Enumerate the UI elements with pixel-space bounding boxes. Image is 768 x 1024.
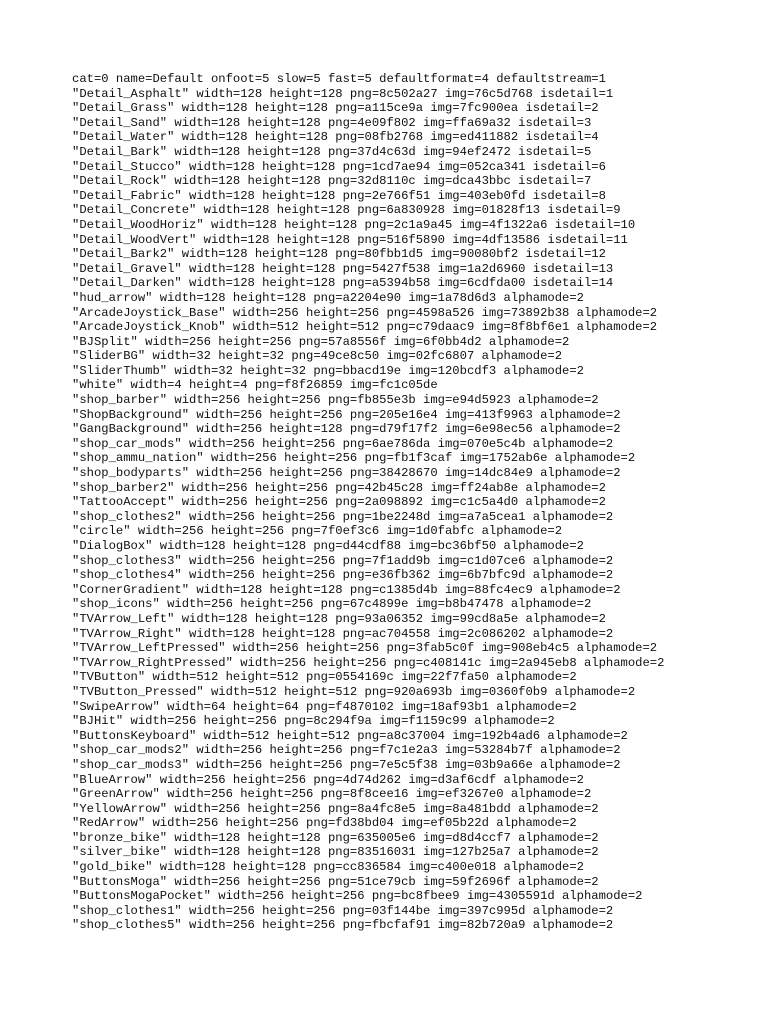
text-line: "Detail_Rock" width=128 height=128 png=32d8110c img=dca43bbc isdetail=7 [72, 174, 592, 189]
text-line: "ButtonsMogaPocket" width=256 height=256 png=bc8fbee9 img=4305591d alphamode=2 [72, 889, 643, 904]
text-line: "ButtonsMoga" width=256 height=256 png=51ce79cb img=59f2696f alphamode=2 [72, 874, 599, 889]
text-line: "Detail_Water" width=128 height=128 png=08fb2768 img=ed411882 isdetail=4 [72, 130, 599, 145]
text-line: "shop_clothes5" width=256 height=256 png=fbcfaf91 img=82b720a9 alphamode=2 [72, 918, 614, 933]
text-line: "white" width=4 height=4 png=f8f26859 img=fc1c05de [72, 378, 438, 393]
text-line: "shop_clothes1" width=256 height=256 png=03f144be img=397c995d alphamode=2 [72, 903, 614, 918]
text-line: "shop_car_mods" width=256 height=256 png=6ae786da img=070e5c4b alphamode=2 [72, 436, 614, 451]
text-line: "bronze_bike" width=128 height=128 png=635005e6 img=d8d4ccf7 alphamode=2 [72, 830, 599, 845]
text-line: "SliderBG" width=32 height=32 png=49ce8c50 img=02fc6807 alphamode=2 [72, 349, 563, 364]
text-line: "BJSplit" width=256 height=256 png=57a8556f img=6f0bb4d2 alphamode=2 [72, 334, 570, 349]
text-line: "hud_arrow" width=128 height=128 png=a2204e90 img=1a78d6d3 alphamode=2 [72, 290, 584, 305]
text-line: "Detail_Asphalt" width=128 height=128 png=8c502a27 img=76c5d768 isdetail=1 [72, 86, 614, 101]
text-line: "shop_barber2" width=256 height=256 png=42b45c28 img=ff24ab8e alphamode=2 [72, 480, 606, 495]
document-body [72, 72, 762, 933]
text-line: "Detail_Gravel" width=128 height=128 png=5427f538 img=1a2d6960 isdetail=13 [72, 261, 614, 276]
text-line: "silver_bike" width=128 height=128 png=83516031 img=127b25a7 alphamode=2 [72, 845, 599, 860]
text-line: "TVArrow_Right" width=128 height=128 png=ac704558 img=2c086202 alphamode=2 [72, 626, 614, 641]
text-line: "ButtonsKeyboard" width=512 height=512 png=a8c37004 img=192b4ad6 alphamode=2 [72, 728, 628, 743]
text-line: "shop_clothes4" width=256 height=256 png=e36fb362 img=6b7bfc9d alphamode=2 [72, 568, 614, 583]
text-line: "ShopBackground" width=256 height=256 png=205e16e4 img=413f9963 alphamode=2 [72, 407, 621, 422]
text-line: "Detail_Stucco" width=128 height=128 png=1cd7ae94 img=052ca341 isdetail=6 [72, 159, 606, 174]
text-line: "shop_icons" width=256 height=256 png=67c4899e img=b8b47478 alphamode=2 [72, 597, 592, 612]
text-line: "TVArrow_LeftPressed" width=256 height=256 png=3fab5c0f img=908eb4c5 alphamode=2 [72, 641, 658, 656]
text-line: "BJHit" width=256 height=256 png=8c294f9a img=f1159c99 alphamode=2 [72, 714, 555, 729]
text-line: "Detail_Bark2" width=128 height=128 png=80fbb1d5 img=90080bf2 isdetail=12 [72, 247, 606, 262]
text-line: "shop_bodyparts" width=256 height=256 png=38428670 img=14dc84e9 alphamode=2 [72, 466, 621, 481]
text-line: "Detail_Darken" width=128 height=128 png=a5394b58 img=6cdfda00 isdetail=14 [72, 276, 614, 291]
text-line: "Detail_Grass" width=128 height=128 png=a115ce9a img=7fc900ea isdetail=2 [72, 101, 599, 116]
text-line: "GreenArrow" width=256 height=256 png=8f8cee16 img=ef3267e0 alphamode=2 [72, 787, 592, 802]
text-line: "shop_clothes2" width=256 height=256 png=1be2248d img=a7a5cea1 alphamode=2 [72, 509, 614, 524]
text-line: "TVButton" width=512 height=512 png=0554169c img=22f7fa50 alphamode=2 [72, 670, 577, 685]
text-line: "Detail_Fabric" width=128 height=128 png=2e766f51 img=403eb0fd isdetail=8 [72, 188, 606, 203]
text-line: "BlueArrow" width=256 height=256 png=4d74d262 img=d3af6cdf alphamode=2 [72, 772, 584, 787]
text-line: "shop_clothes3" width=256 height=256 png=7f1add9b img=c1d07ce6 alphamode=2 [72, 553, 614, 568]
text-line: "DialogBox" width=128 height=128 png=d44cdf88 img=bc36bf50 alphamode=2 [72, 539, 584, 553]
text-line: "ArcadeJoystick_Base" width=256 height=256 png=4598a526 img=73892b38 alphamode=2 [72, 305, 658, 320]
text-line: "Detail_Bark" width=128 height=128 png=37d4c63d img=94ef2472 isdetail=5 [72, 144, 592, 159]
text-line: "shop_barber" width=256 height=256 png=fb855e3b img=e94d5923 alphamode=2 [72, 393, 599, 408]
text-line: "shop_car_mods2" width=256 height=256 png=f7c1e2a3 img=53284b7f alphamode=2 [72, 743, 621, 758]
text-line: "Detail_Sand" width=128 height=128 png=4e09f802 img=ffa69a32 isdetail=3 [72, 115, 592, 130]
text-line: "GangBackground" width=256 height=128 png=d79f17f2 img=6e98ec56 alphamode=2 [72, 422, 621, 437]
text-line: "ArcadeJoystick_Knob" width=512 height=512 png=c79daac9 img=8f8bf6e1 alphamode=2 [72, 320, 658, 335]
text-line: "TattooAccept" width=256 height=256 png=2a098892 img=c1c5a4d0 alphamode=2 [72, 495, 606, 510]
text-line: "gold_bike" width=128 height=128 png=cc836584 img=c400e018 alphamode=2 [72, 860, 584, 875]
text-line: "TVButton_Pressed" width=512 height=512 png=920a693b img=0360f0b9 alphamode=2 [72, 684, 636, 699]
text-line: "SliderThumb" width=32 height=32 png=bbacd19e img=120bcdf3 alphamode=2 [72, 363, 584, 378]
text-line: "Detail_WoodHoriz" width=128 height=128 png=2c1a9a45 img=4f1322a6 isdetail=10 [72, 217, 636, 232]
text-line: "Detail_Concrete" width=128 height=128 png=6a830928 img=01828f13 isdetail=9 [72, 203, 621, 218]
text-line: "SwipeArrow" width=64 height=64 png=f4870102 img=18af93b1 alphamode=2 [72, 699, 577, 714]
text-line: "circle" width=256 height=256 png=7f0ef3c6 img=1d0fabfc alphamode=2 [72, 524, 563, 539]
text-line: "YellowArrow" width=256 height=256 png=8a4fc8e5 img=8a481bdd alphamode=2 [72, 801, 599, 816]
text-line: "TVArrow_RightPressed" width=256 height=256 png=c408141c img=2a945eb8 alphamode=2 [72, 655, 665, 670]
text-line: cat=0 name=Default onfoot=5 slow=5 fast=5 defaultformat=4 defaultstream=1 [72, 72, 606, 86]
text-line: "Detail_WoodVert" width=128 height=128 png=516f5890 img=4df13586 isdetail=11 [72, 232, 628, 247]
text-line: "TVArrow_Left" width=128 height=128 png=93a06352 img=99cd8a5e alphamode=2 [72, 611, 606, 626]
text-line: "CornerGradient" width=128 height=128 png=c1385d4b img=88fc4ec9 alphamode=2 [72, 582, 621, 597]
text-line: "shop_car_mods3" width=256 height=256 png=7e5c5f38 img=03b9a66e alphamode=2 [72, 757, 621, 772]
text-line: "shop_ammu_nation" width=256 height=256 png=fb1f3caf img=1752ab6e alphamode=2 [72, 451, 636, 466]
text-line: "RedArrow" width=256 height=256 png=fd38bd04 img=ef05b22d alphamode=2 [72, 816, 577, 831]
